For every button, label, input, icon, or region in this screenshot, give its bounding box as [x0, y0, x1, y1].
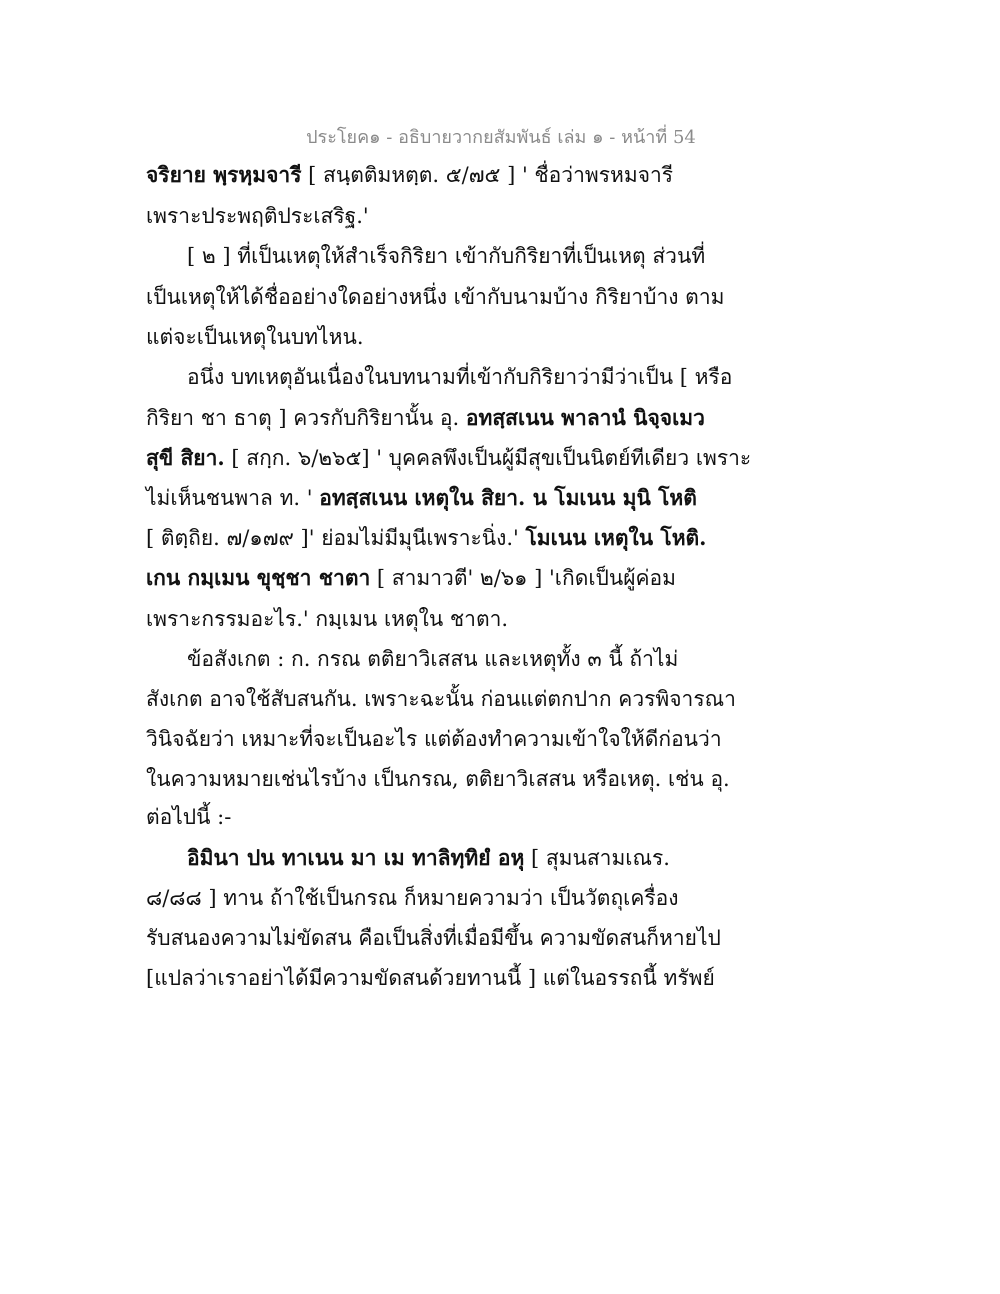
pali-text: จริยาย พฺรหฺมจารี: [146, 162, 302, 187]
text-line: [146, 563, 706, 593]
text-line: [146, 764, 730, 794]
thai-text: ในความหมายเช่นไรบ้าง เป็นกรณ, ตติยาวิเสสน หรือเหตุ. เช่น อุ.: [146, 767, 730, 791]
pali-text: อิมินา ปน ทาเนน มา เม ทาลิทฺทิยํ อหุ: [187, 845, 525, 870]
text-line: [146, 684, 736, 714]
text-line: [146, 883, 706, 913]
thai-text: เพราะประพฤติประเสริฐ.': [146, 204, 369, 228]
pali-text: โมเนน เหตุใน โหติ.: [525, 525, 707, 550]
pali-text: อทสฺสเนน พาลานํ นิจฺจเมว: [465, 405, 705, 430]
text-line: [146, 923, 721, 953]
thai-text: ต่อไปนี้ :-: [146, 805, 232, 829]
pali-text: เกน กมฺเมน ขุชฺชา ชาตา: [146, 565, 371, 590]
thai-text: [ สามาวตี' ๒/๖๑ ] 'เกิดเป็นผู้ค่อม: [370, 566, 677, 590]
text-line: [146, 802, 706, 832]
text-line: [146, 322, 706, 352]
thai-text: วินิจฉัยว่า เหมาะที่จะเป็นอะไร แต่ต้องทำความเข้าใจให้ดีก่อนว่า: [146, 727, 722, 751]
pali-text: อทสฺสเนน เหตุใน สิยา. น โมเนน มุนิ โหติ: [319, 485, 697, 510]
thai-text: สังเกต อาจใช้สับสนกัน. เพราะฉะนั้น ก่อนแต่ตกปาก ควรพิจารณา: [146, 687, 736, 711]
text-line: [146, 483, 706, 513]
text-line: [187, 644, 747, 674]
thai-text: อนึ่ง บทเหตุอันเนื่องในบทนามที่เข้ากับกิริยาว่ามีว่าเป็น [ หรือ: [187, 365, 733, 389]
thai-text: กิริยา ชา ธาตุ ] ควรกับกิริยานั้น อุ.: [146, 406, 466, 430]
thai-text: [ สนฺตติมหตฺต. ๕/๗๕ ] ' ชื่อว่าพรหมจารี: [301, 163, 674, 187]
text-line: [146, 963, 715, 993]
thai-text: เพราะกรรมอะไร.' กมฺเมน เหตุใน ชาตา.: [146, 607, 509, 631]
text-line: [146, 403, 706, 433]
thai-text: [ สกฺก. ๖/๒๖๕] ' บุคคลพึงเป็นผู้มีสุขเป็นนิตย์ทีเดียว เพราะ: [224, 446, 752, 470]
thai-text: [แปลว่าเราอย่าได้มีความขัดสนด้วยทานนี้ ] แต่ในอรรถนี้ ทรัพย์: [146, 966, 715, 990]
text-line: [146, 724, 722, 754]
thai-text: ๘/๘๘ ] ทาน ถ้าใช้เป็นกรณ ก็หมายความว่า เป็นวัตถุเครื่อง: [146, 886, 679, 910]
text-line: [187, 843, 747, 873]
thai-text: ข้อสังเกต : ก. กรณ ตติยาวิเสสน และเหตุทั้ง ๓ นี้ ถ้าไม่: [187, 647, 679, 671]
text-line: [146, 523, 706, 553]
thai-text: [ สุมนสามเณร.: [524, 846, 670, 870]
text-line: [187, 362, 747, 392]
thai-text: รับสนองความไม่ขัดสน คือเป็นสิ่งที่เมื่อมีขึ้น ความขัดสนก็หายไป: [146, 926, 721, 950]
thai-text: [ ติตฺถิย. ๗/๑๗๙ ]' ย่อมไม่มีมุนีเพราะนิ่ง.': [146, 526, 526, 550]
text-line: [187, 241, 747, 271]
page-header: [1, 122, 1000, 151]
running-header-text: ประโยค๑ - อธิบายวากยสัมพันธ์ เล่ม ๑ - หน้าที่ 54: [306, 127, 696, 148]
thai-text: [ ๒ ] ที่เป็นเหตุให้สำเร็จกิริยา เข้ากับกิริยาที่เป็นเหตุ ส่วนที่: [187, 244, 706, 268]
thai-text: แต่จะเป็นเหตุในบทไหน.: [146, 325, 364, 349]
text-line: [146, 604, 706, 634]
thai-text: เป็นเหตุให้ได้ชื่ออย่างใดอย่างหนึ่ง เข้ากับนามบ้าง กิริยาบ้าง ตาม: [146, 285, 725, 309]
text-line: [146, 201, 706, 231]
thai-text: ไม่เห็นชนพาล ท. ': [146, 486, 320, 510]
text-line: [146, 443, 752, 473]
pali-text: สุขี สิยา.: [146, 445, 225, 470]
text-line: [146, 282, 725, 312]
text-line: [146, 160, 706, 190]
